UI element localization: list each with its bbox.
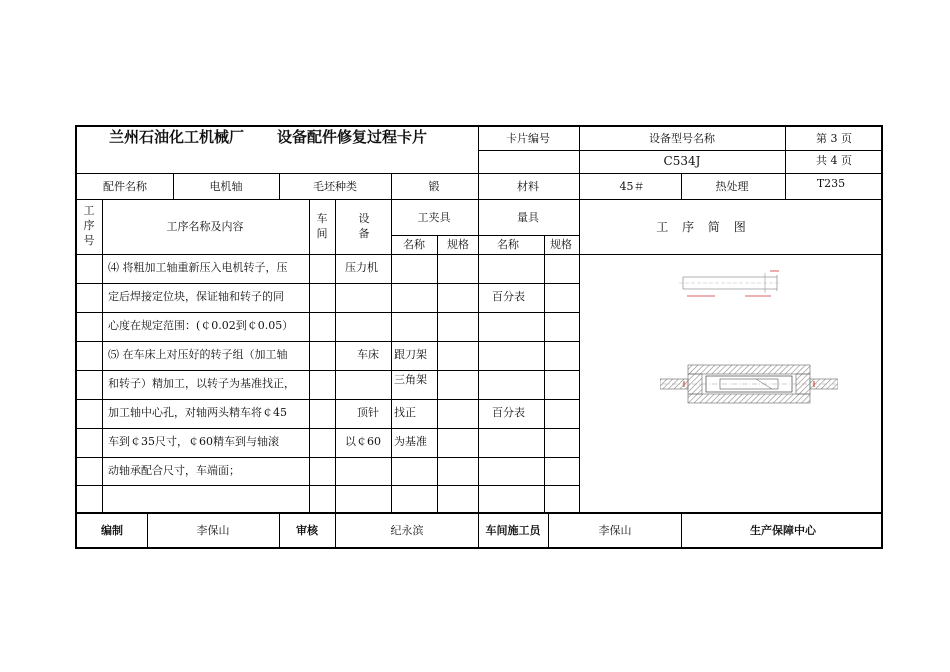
fixture-header: 工夹具 <box>417 211 451 224</box>
grid-line <box>681 173 682 199</box>
step-name-header: 工序名称及内容 <box>166 220 244 233</box>
grid-line <box>544 235 545 512</box>
grid-line <box>478 199 479 512</box>
gauge-cell: 百分表 <box>492 406 525 419</box>
review-label: 审核 <box>296 524 318 537</box>
compiled-label: 编制 <box>101 524 123 537</box>
fixture-cell: 为基准 <box>394 435 427 448</box>
heat-treatment-label: 热处理 <box>715 180 749 193</box>
fixture-name-header: 名称 <box>403 238 425 251</box>
gauge-name-header: 名称 <box>497 238 519 251</box>
model-label: 设备型号名称 <box>649 132 715 145</box>
step-content: 动轴承配合尺寸，车端面； <box>108 464 240 477</box>
step-content: 车到￠35尺寸，￠60精车到与轴滚 <box>108 435 279 448</box>
equipment-cell: 车床 <box>357 348 379 361</box>
construction-value: 李保山 <box>598 524 632 537</box>
fixture-cell: 三角架 <box>394 373 427 386</box>
step-content: ⑷ 将粗加工轴重新压入电机转子，压 <box>108 261 288 274</box>
part-name-label: 配件名称 <box>103 180 147 193</box>
grid-line <box>478 150 883 151</box>
review-value: 纪永滨 <box>390 524 424 537</box>
step-content: 加工轴中心孔，对轴两头精车将￠45 <box>108 406 287 419</box>
part-name-value: 电机轴 <box>209 180 243 193</box>
grid-line <box>579 173 580 199</box>
grid-line <box>391 235 579 236</box>
grid-line <box>681 512 682 549</box>
grid-line <box>77 399 579 400</box>
blank-type-label: 毛坯种类 <box>313 180 357 193</box>
equipment-cell: 压力机 <box>345 261 378 274</box>
grid-line <box>579 199 580 512</box>
grid-line <box>437 235 438 512</box>
grid-line <box>77 254 883 255</box>
material-value: 45＃ <box>619 180 645 193</box>
grid-line <box>579 127 580 173</box>
fixture-cell: 找正 <box>394 406 416 419</box>
grid-line <box>102 199 103 512</box>
fixture-cell: 跟刀架 <box>394 348 427 361</box>
step-content: 心度在规定范围：(￠0.02到￠0.05） <box>108 319 294 332</box>
grid-line <box>785 173 786 199</box>
page-number: 第 3 页 <box>816 132 852 145</box>
equipment-header: 设备 <box>358 212 370 240</box>
rotor-assembly-drawing <box>660 363 838 415</box>
compiled-value: 李保山 <box>196 524 230 537</box>
grid-line <box>77 283 579 284</box>
grid-line <box>77 428 579 429</box>
grid-line <box>785 127 786 173</box>
grid-line <box>391 173 392 199</box>
department-label: 生产保障中心 <box>750 524 816 537</box>
equipment-cell: 顶针 <box>357 406 379 419</box>
grid-line <box>147 512 148 549</box>
fixture-spec-header: 规格 <box>447 238 469 251</box>
grid-line <box>335 512 336 549</box>
step-no-header: 工序号 <box>83 204 95 247</box>
gauge-header: 量具 <box>517 211 539 224</box>
grid-line <box>478 173 479 199</box>
grid-line <box>478 512 479 549</box>
company-name: 兰州石油化工机械厂 <box>109 128 245 146</box>
grid-line <box>279 512 280 549</box>
grid-line <box>77 173 883 174</box>
grid-line <box>77 512 883 514</box>
card-title: 设备配件修复过程卡片 <box>277 128 428 146</box>
material-label: 材料 <box>517 180 539 193</box>
grid-line <box>391 199 392 512</box>
model-value: C534J <box>663 154 701 168</box>
equipment-cell: 以￠60 <box>345 435 381 448</box>
gauge-spec-header: 规格 <box>550 238 572 251</box>
grid-line <box>548 512 549 549</box>
grid-line <box>279 173 280 199</box>
shaft-sketch-drawing <box>675 267 785 303</box>
gauge-cell: 百分表 <box>492 290 525 303</box>
heat-treatment-value: T235 <box>816 177 846 190</box>
grid-line <box>77 341 579 342</box>
blank-type-value: 锻 <box>428 180 440 193</box>
total-pages: 共 4 页 <box>816 154 852 167</box>
workshop-header: 车间 <box>316 212 328 240</box>
grid-line <box>77 312 579 313</box>
step-content: ⑸ 在车床上对压好的转子组（加工轴 <box>108 348 288 361</box>
grid-line <box>77 485 579 486</box>
grid-line <box>77 199 883 200</box>
process-card <box>75 125 883 549</box>
step-content: 定后焊接定位块，保证轴和转子的同 <box>108 290 284 303</box>
diagram-header: 工 序 简 图 <box>656 220 748 234</box>
grid-line <box>77 370 579 371</box>
construction-label: 车间施工员 <box>485 524 541 537</box>
grid-line <box>173 173 174 199</box>
grid-line <box>335 199 336 512</box>
card-no-label: 卡片编号 <box>506 132 550 145</box>
grid-line <box>77 457 579 458</box>
grid-line <box>478 127 479 173</box>
grid-line <box>309 199 310 512</box>
step-content: 和转子）精加工，以转子为基准找正， <box>108 377 295 390</box>
